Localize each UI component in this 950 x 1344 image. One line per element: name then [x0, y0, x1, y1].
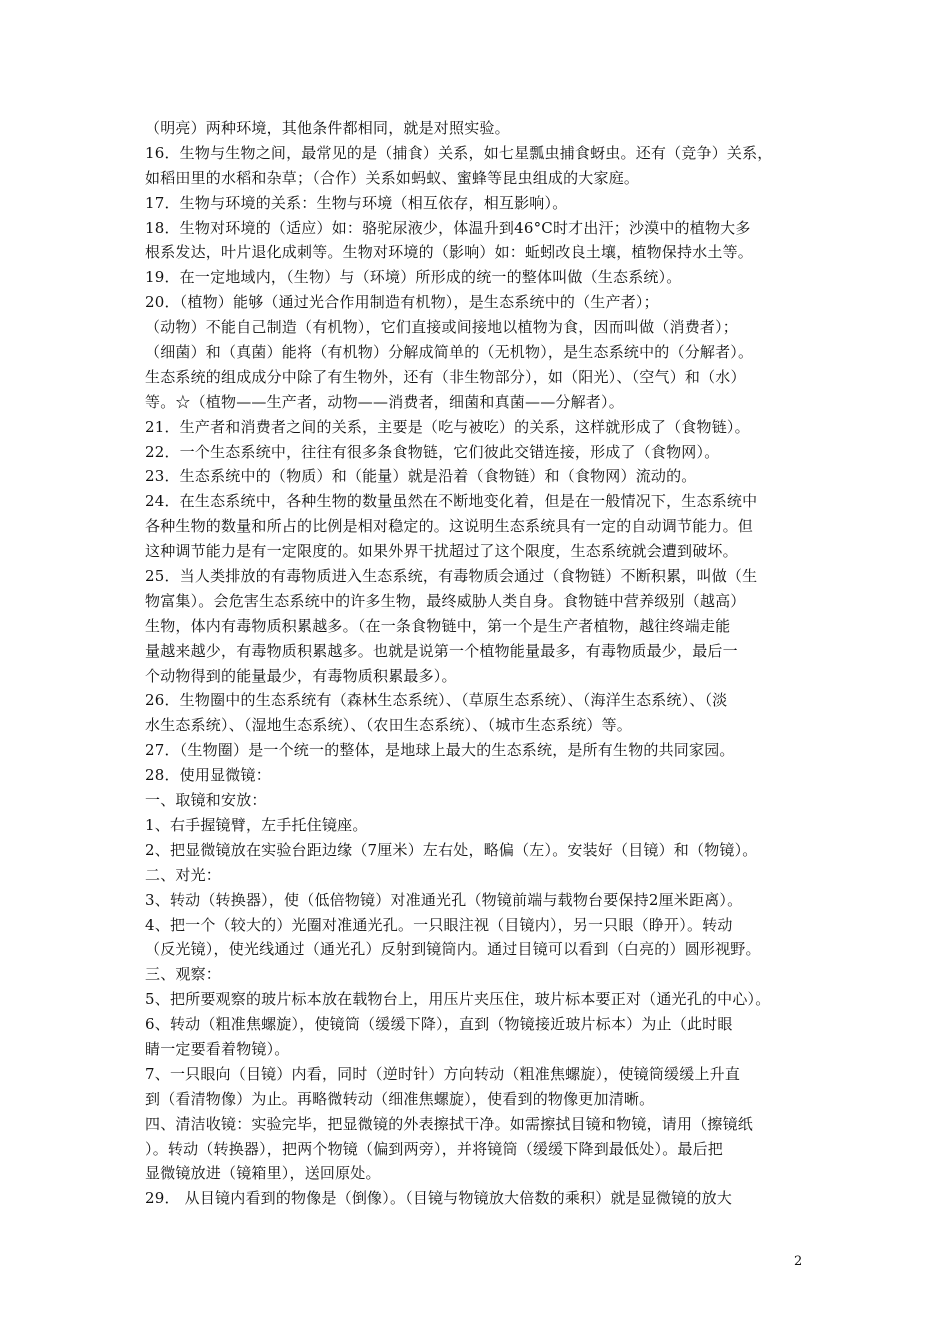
text-line: 睛一定要看着物镜）。 — [145, 1039, 290, 1058]
text-line: 到（看清物像）为止。再略微转动（细准焦螺旋），使看到的物像更加清晰。 — [145, 1089, 655, 1108]
text-line: 生态系统的组成成分中除了有生物外，还有（非生物部分），如（阳光）、（空气）和（水） — [145, 367, 746, 386]
text-line: 26．生物圈中的生态系统有（森林生态系统）、（草原生态系统）、（海洋生态系统）、（淡 — [145, 691, 728, 710]
text-line: 17．生物与环境的关系：生物与环境（相互依存，相互影响）。 — [145, 193, 568, 212]
text-line: 根系发达，叶片退化成刺等。生物对环境的（影响）如：蚯蚓改良土壤，植物保持水土等。 — [145, 243, 754, 262]
text-line: 这种调节能力是有一定限度的。如果外界干扰超过了这个限度，生态系统就会遭到破坏。 — [145, 542, 738, 561]
text-line: 29． 从目镜内看到的物像是（倒像）。（目镜与物镜放大倍数的乘积）就是显微镜的放大 — [145, 1189, 733, 1208]
text-line: 显微镜放进（镜箱里），送回原处。 — [145, 1164, 381, 1183]
text-line: 18．生物对环境的（适应）如：骆驼尿液少，体温升到46°C时才出汗；沙漠中的植物大多 — [145, 218, 751, 237]
document-body — [145, 116, 813, 1211]
page-number: 2 — [794, 1254, 803, 1269]
text-line: 16．生物与生物之间，最常见的是（捕食）关系，如七星瓢虫捕食蚜虫。还有（竞争）关系， — [145, 143, 773, 162]
text-line: 物富集）。会危害生态系统中的许多生物，最终威胁人类自身。食物链中营养级别（越高） — [145, 591, 746, 610]
text-line: 4、把一个（较大的）光圈对准通光孔。一只眼注视（目镜内），另一只眼（睁开）。转动 — [145, 915, 733, 934]
text-line: 21．生产者和消费者之间的关系，主要是（吃与被吃）的关系，这样就形成了（食物链）。 — [145, 417, 750, 436]
text-line: 7、一只眼向（目镜）内看，同时（逆时针）方向转动（粗准焦螺旋），使镜筒缓缓上升直 — [145, 1064, 741, 1083]
text-line: 25．当人类排放的有毒物质进入生态系统，有毒物质会通过（食物链）不断积累，叫做（生 — [145, 567, 758, 586]
text-line: （动物）不能自己制造（有机物），它们直接或间接地以植物为食，因而叫做（消费者）； — [145, 318, 739, 337]
text-line: 水生态系统）、（湿地生态系统）、（农田生态系统）、（城市生态系统）等。 — [145, 716, 633, 735]
text-line: 27．（生物圈）是一个统一的整体，是地球上最大的生态系统，是所有生物的共同家园。 — [145, 741, 735, 760]
text-line: 一、取镜和安放： — [145, 791, 267, 810]
text-line: 20．（植物）能够（通过光合作用制造有机物），是生态系统中的（生产者）； — [145, 293, 659, 312]
text-line: 22．一个生态系统中，往往有很多条食物链，它们彼此交错连接，形成了（食物网）。 — [145, 442, 720, 461]
text-line: 3、转动（转换器），使（低倍物镜）对准通光孔（物镜前端与载物台要保持2厘米距离）。 — [145, 890, 743, 909]
text-line: ）。转动（转换器），把两个物镜（偏到两旁），并将镜筒（缓缓下降到最低处）。最后把 — [145, 1139, 724, 1158]
text-line: 19．在一定地域内，（生物）与（环境）所形成的统一的整体叫做（生态系统）。 — [145, 268, 682, 287]
text-line: 5、把所要观察的玻片标本放在载物台上，用压片夹压住，玻片标本要正对（通光孔的中心）。 — [145, 990, 771, 1009]
text-line: 1、右手握镜臂，左手托住镜座。 — [145, 815, 368, 834]
text-line: 等。☆（植物——生产者，动物——消费者，细菌和真菌——分解者）。 — [145, 392, 624, 411]
text-line: 三、观察： — [145, 965, 222, 984]
text-line: 23．生态系统中的（物质）和（能量）就是沿着（食物链）和（食物网）流动的。 — [145, 467, 697, 486]
text-line: 四、清洁收镜：实验完毕，把显微镜的外表擦拭干净。如需擦拭目镜和物镜，请用（擦镜纸 — [145, 1114, 754, 1133]
text-line: 二、对光： — [145, 865, 222, 884]
text-line: 24．在生态系统中，各种生物的数量虽然在不断地变化着，但是在一般情况下，生态系统中 — [145, 492, 758, 511]
text-line: 2、把显微镜放在实验台距边缘（7厘米）左右处，略偏（左）。安装好（目镜）和（物镜）。 — [145, 840, 758, 859]
text-line: 如稻田里的水稻和杂草；（合作）关系如蚂蚁、蜜蜂等昆虫组成的大家庭。 — [145, 168, 640, 187]
text-line: （明亮）两种环境，其他条件都相同，就是对照实验。 — [145, 119, 510, 137]
text-line: （反光镜），使光线通过（通光孔）反射到镜筒内。通过目镜可以看到（白亮的）圆形视野。 — [145, 940, 761, 959]
text-line: 个动物得到的能量最少，有毒物质积累最多）。 — [145, 666, 457, 685]
text-line: 28．使用显微镜： — [145, 766, 271, 785]
text-line: 生物，体内有毒物质积累越多。（在一条食物链中，第一个是生产者植物，越往终端走能 — [145, 616, 731, 635]
text-line: 各种生物的数量和所占的比例是相对稳定的。这说明生态系统具有一定的自动调节能力。但 — [145, 517, 754, 536]
text-line: 6、转动（粗准焦螺旋），使镜筒（缓缓下降），直到（物镜接近玻片标本）为止（此时眼 — [145, 1015, 733, 1034]
text-line: （细菌）和（真菌）能将（有机物）分解成简单的（无机物），是生态系统中的（分解者）。 — [145, 343, 754, 362]
text-line: 量越来越少，有毒物质积累越多。也就是说第一个植物能量最多，有毒物质最少，最后一 — [145, 641, 738, 660]
